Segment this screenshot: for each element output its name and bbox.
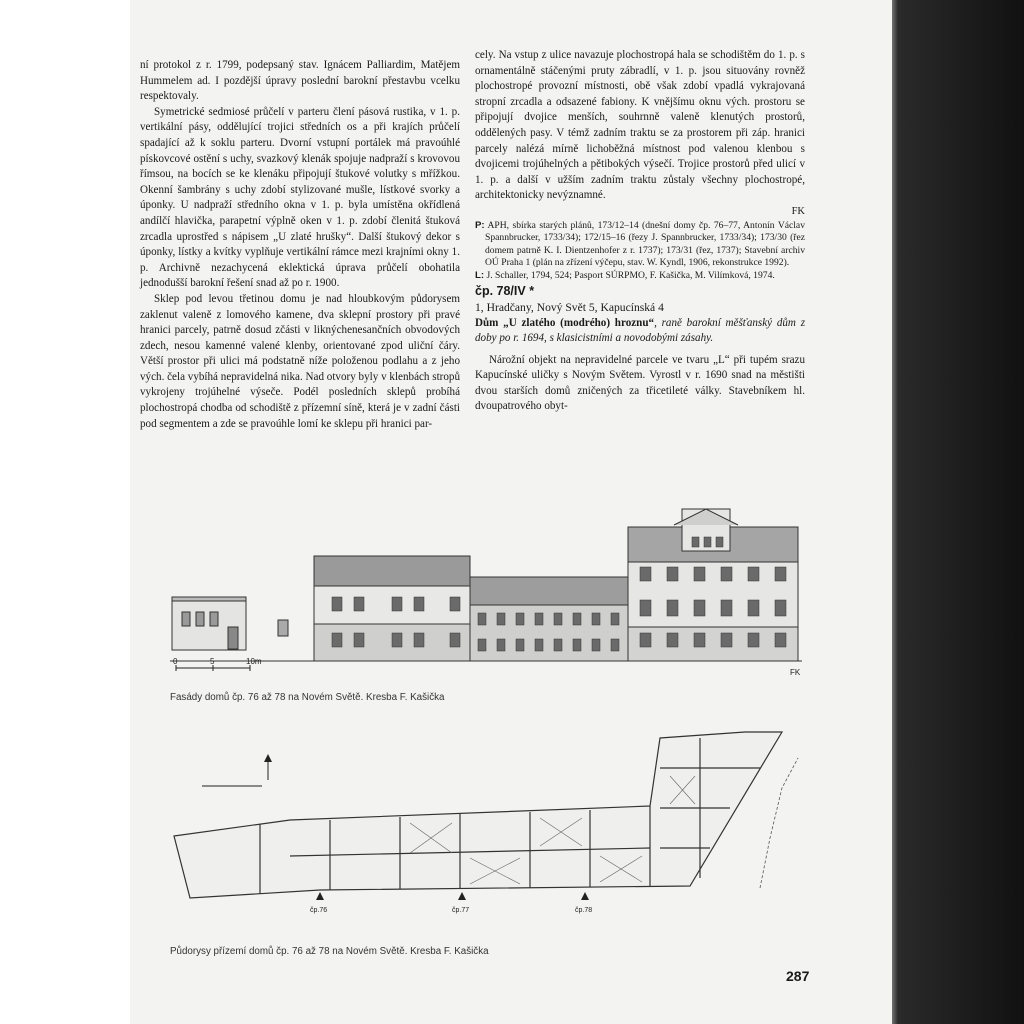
facade-window xyxy=(516,613,524,625)
facade-window xyxy=(640,600,651,616)
sources-plans-text: APH, sbírka starých plánů, 173/12–14 (dnešní domy čp. 76–77, Antonín Václav Spannbrucker, 1733/34); 172/15–16 (řezy J. Spannbrucker, 1733/34); 173/30 (řez domem patrně K. I. Dientzenhofer z r. 1737); 173/31 (řez, 1737); Stavební archiv OÚ Praha 1 (plán na zřízení výčepu, stav. W. Kyndl, 1906, rekonstrukce 1992). xyxy=(485,219,805,269)
paragraph: ní protokol z r. 1799, podepsaný stav. Ignácem Palliardim, Matějem Hummelem ad. I pozdější úpravy poslední barokní přestavbu vcelku respektovaly. xyxy=(140,59,460,103)
scan-left-margin xyxy=(0,0,130,1024)
facade-window xyxy=(573,613,581,625)
facade-window xyxy=(354,597,364,611)
facade-window xyxy=(332,633,342,647)
facade-window xyxy=(640,633,651,647)
facade-window xyxy=(611,613,619,625)
house-label-77: čp.77 xyxy=(452,907,470,914)
facade-window xyxy=(392,597,402,611)
facade-window xyxy=(716,537,723,547)
scale-label-10: 10m xyxy=(246,657,262,666)
facade-window xyxy=(704,537,711,547)
facade-window xyxy=(748,600,759,616)
book-spine-shadow xyxy=(890,0,1024,1024)
facade-window xyxy=(573,639,581,651)
facade-window xyxy=(694,633,705,647)
facade-window xyxy=(554,613,562,625)
entry-title-italic: , raně barokní měšťanský dům z doby po r. 1694, s klasicistními a novodobými zásahy. xyxy=(475,316,806,345)
sources-literature-text: J. Schaller, 1794, 524; Pasport SÚRPMO, F. Kašička, M. Vilímková, 1974. xyxy=(486,269,775,281)
literature-label: L: xyxy=(475,269,485,281)
facade-window xyxy=(554,639,562,651)
facade-window xyxy=(775,633,786,647)
scale-label-5: 5 xyxy=(210,657,215,666)
entry-heading: čp. 78/IV * xyxy=(475,283,535,298)
facade-window xyxy=(640,567,651,581)
facade-window xyxy=(592,639,600,651)
facade-window xyxy=(497,639,505,651)
house-label-78: čp.78 xyxy=(575,907,593,914)
paragraph: Sklep pod levou třetinou domu je nad hloubkovým půdorysem zaklenut valeně z lomového kamene, dva sklepní prostory při pravé hranici parcely, patrně dosud zčásti v liknýchenesančních obvodových zdech, nesou kamenné valené klenby, orientované zpod uliční čáry. Větší prostor při ulici má podstatně níže položenou podlahu a z jeho vých. čela vybíhá nepravidelná nika. Nad otvory byly v klenbách stropů vykrojeny trojúhelné výsečе. Podél posledních sklepů probíhá plochostropá chodba od schodiště z přízemní síně, která je v zadní části pod segmentem a zde se pravoúhle lomí ke sklepu při hranici par- xyxy=(140,292,460,430)
entry-title xyxy=(475,316,805,347)
drawing-signature: FK xyxy=(790,668,801,677)
facade-window xyxy=(748,567,759,581)
facade-window xyxy=(611,639,619,651)
sources-literature xyxy=(475,270,805,283)
house-label-76: čp.76 xyxy=(310,907,328,914)
facade-window xyxy=(721,600,732,616)
facade-window xyxy=(450,633,460,647)
facade-window xyxy=(694,600,705,616)
paragraph: cely. Na vstup z ulice navazuje plochostropá hala se schodištěm do 1. p. s ornamentálně stáčenými pruty zábradlí, v 1. p. jsou situovány rovněž plochostropé provozní místnosti, obě však zdobí vpadlá vykrajovaná stropní zrcadla a odsazené fabiony. K vnějšímu oknu vých. prostoru se připojují dvojice menších, souhrnně valeně klenutých prostorů, oddělených pasy. V témž zadním traktu se za prostorem při záp. hranici parcely nalézá mírně lichoběžná místnost pod valenou klenbou s dvojicemi trojúhelných a pětibokých výsečí. Trojice prostorů před ulicí v 1. p. a další v užším zadním traktu zůstaly všechny plochostropé, architektonicky nevýznamné. xyxy=(475,49,805,202)
facade-window xyxy=(450,597,460,611)
author-initials: FK xyxy=(791,205,805,217)
entry-address: 1, Hradčany, Nový Svět 5, Kapucínská 4 xyxy=(475,300,664,314)
floor-plan-caption: Půdorysy přízemí domů čp. 76 až 78 na Novém Světě. Kresba F. Kašička xyxy=(170,946,489,957)
page-number: 287 xyxy=(786,968,810,984)
facade-window xyxy=(478,613,486,625)
facade-window xyxy=(692,537,699,547)
sources-plans xyxy=(475,220,805,270)
floor-plan-drawing xyxy=(170,728,810,918)
paragraph: Symetrické sedmiosé průčelí v parteru člení pásová rustika, v 1. p. vertikální pásy, oddělující trojici středních os a při krajích průčelí spadající až k soklu parteru. Dvorní vstupní portálek má pravoúhlé pískovcové ostění s uchy, svazkový klenák spojuje nadpraží s krovovou římsou, na bocích se ke klenáku připojují štukové volutky s mřížkou. Okenní šambrány s uchy zdobí stylizované mušle, lístkové svorky a úponky. U nadpraží středního okna v 1. p. byla umístěna okřídlená andílčí hlavička, parapetní výplně oken v 1. p. zdobí členitá štuková zrcadla uprostřed s nápisem „U zlaté hrušky“. Další štukový dekor s úponky, lístky a kvítky vyplňuje vertikální rámce mezi krajními okny 1. p. Archivně nezachycená eklektická úprava průčelí obohatila jednodušší barokní řešení snad až po r. 1900. xyxy=(140,105,460,290)
facade-drawing xyxy=(170,505,810,680)
facade-window xyxy=(414,597,424,611)
facade-window xyxy=(592,613,600,625)
left-text-column xyxy=(140,58,460,432)
facade-window xyxy=(721,633,732,647)
facade-window xyxy=(535,639,543,651)
facade-window xyxy=(775,567,786,581)
facade-window xyxy=(748,633,759,647)
facade-window xyxy=(516,639,524,651)
entry-title-bold: Dům „U zlatého (modrého) hroznu“ xyxy=(475,316,655,329)
scale-label-0: 0 xyxy=(173,657,178,666)
entry-paragraph: Nárožní objekt na nepravidelné parcele ve tvaru „L“ při tupém srazu Kapucínské uličky s Novým Světem. Vyrostl v r. 1690 snad na městišti dvou starších domů zničených za třicetileté války. Stavebníkem hl. dvoupatrového obyt- xyxy=(475,353,805,413)
facade-window xyxy=(535,613,543,625)
facade-window xyxy=(775,600,786,616)
facade-window xyxy=(667,567,678,581)
facade-window xyxy=(332,597,342,611)
facade-window xyxy=(497,613,505,625)
right-text-column xyxy=(475,48,805,415)
facade-window xyxy=(414,633,424,647)
facade-window xyxy=(694,567,705,581)
facade-window xyxy=(478,639,486,651)
facade-window xyxy=(721,567,732,581)
facade-window xyxy=(354,633,364,647)
facade-window xyxy=(667,633,678,647)
facade-window xyxy=(667,600,678,616)
book-page xyxy=(130,0,892,1024)
facade-caption: Fasády domů čp. 76 až 78 na Novém Světě. Kresba F. Kašička xyxy=(170,692,445,703)
sources-label: P: xyxy=(475,219,485,231)
facade-window xyxy=(392,633,402,647)
